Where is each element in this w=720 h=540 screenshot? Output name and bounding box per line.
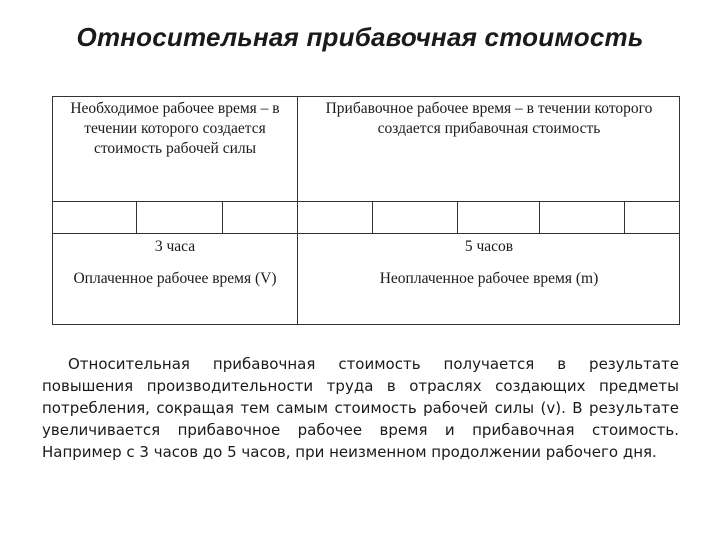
hour-divider bbox=[372, 201, 373, 233]
hour-divider bbox=[624, 201, 625, 233]
necessary-time-description: Необходимое рабочее время – в течении которого создается стоимость рабочей силы bbox=[70, 100, 280, 157]
unpaid-time-label: Неоплаченное рабочее время (m) bbox=[379, 270, 599, 287]
surplus-hours-label: 5 часов bbox=[464, 238, 514, 255]
surplus-time-description: Прибавочное рабочее время – в течении которого создается прибавочная стоимость bbox=[325, 100, 653, 137]
necessary-hours-label: 3 часа bbox=[154, 238, 196, 255]
working-day-diagram bbox=[52, 96, 680, 325]
necessary-surplus-divider bbox=[297, 97, 298, 324]
slide-title: Относительная прибавочная стоимость bbox=[76, 22, 644, 52]
timeline-top-border bbox=[53, 201, 679, 202]
paid-time-label: Оплаченное рабочее время (V) bbox=[73, 270, 277, 287]
hour-divider bbox=[136, 201, 137, 233]
explanation-paragraph: Относительная прибавочная стоимость получается в результате повышения производительности труда в отраслях создающих предметы потребления, сокращая тем самым стоимость рабочей силы (v). В результате увеличивается прибавочное рабочее время и прибавочная стоимость. Например с 3 часов до 5 часов, при неизменном продолжении рабочего дня. bbox=[42, 355, 679, 461]
timeline-bottom-border bbox=[53, 233, 679, 234]
hour-divider bbox=[222, 201, 223, 233]
hour-divider bbox=[539, 201, 540, 233]
hour-divider bbox=[457, 201, 458, 233]
